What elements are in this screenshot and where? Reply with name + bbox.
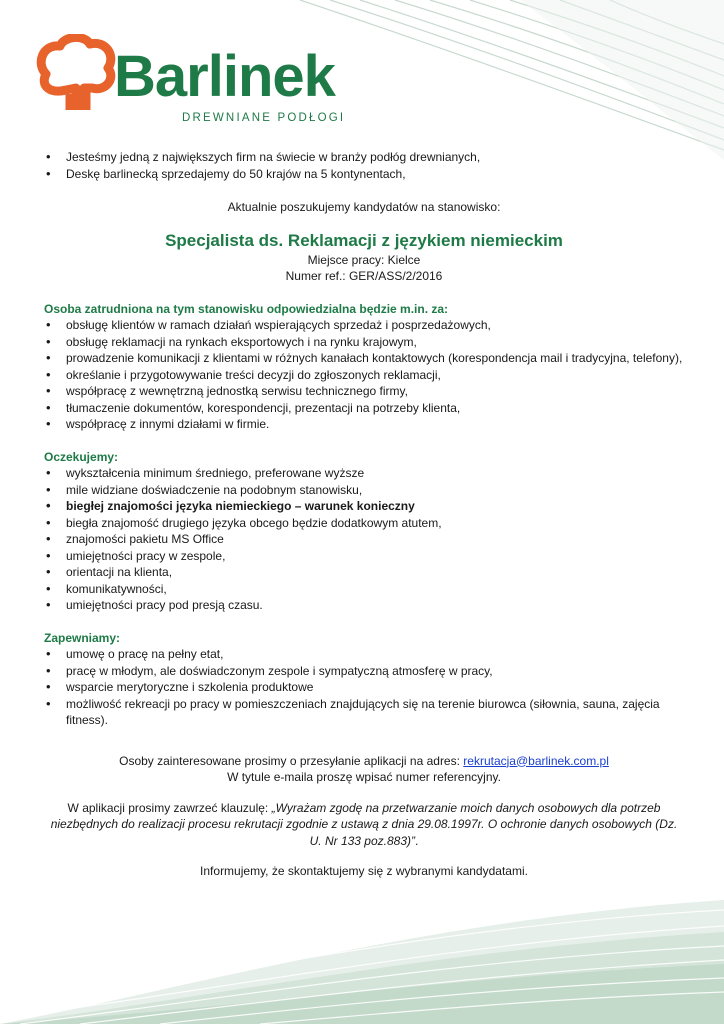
offer-list [44, 646, 684, 729]
responsibilities-list [44, 317, 684, 433]
list-item: • wsparcie merytoryczne i szkolenia produktowe [44, 679, 684, 696]
job-reference: Numer ref.: GER/ASS/2/2016 [285, 269, 443, 283]
list-item: • Jesteśmy jedną z największych firm na świecie w branży podłóg drewnianych, [44, 149, 684, 166]
tree-logo-icon [36, 34, 120, 110]
subject-note: W tytule e-maila proszę wpisać numer referencyjny. [227, 770, 501, 784]
list-item: • znajomości pakietu MS Office [44, 531, 684, 548]
apply-text: Osoby zainteresowane prosimy o przesyłanie aplikacji na adres: [119, 753, 460, 768]
list-item: • współpracę z wewnętrzną jednostką serwisu technicznego firmy, [44, 383, 684, 400]
job-title: Specjalista ds. Reklamacji z językiem niemieckim [165, 230, 563, 250]
list-item: • obsługę klientów w ramach działań wspierających sprzedaż i posprzedażowych, [44, 317, 684, 334]
requirements-title: Oczekujemy: [44, 449, 119, 464]
requirements-list [44, 465, 684, 614]
consent-clause [44, 800, 684, 850]
list-item: • pracę w młodym, ale doświadczonym zespole i sympatyczną atmosferę w pracy, [44, 663, 684, 680]
intro-list [44, 149, 684, 182]
list-item: • umiejętności pracy pod presją czasu. [44, 597, 684, 614]
list-item: • komunikatywności, [44, 581, 684, 598]
consent-text: „Wyrażam zgodę na przetwarzanie moich danych osobowych dla potrzeb niezbędnych do realizacji procesu rekrutacji zgodnie z ustawą z dnia 29.08.1997r. O ochronie danych osobowych (Dz. U. Nr 133 poz.883)” [50, 800, 678, 848]
closing-note: Informujemy, że skontaktujemy się z wybranymi kandydatami. [200, 864, 528, 878]
seeking-text: Aktualnie poszukujemy kandydatów na stanowisko: [227, 200, 501, 214]
list-item: • współpracę z innymi działami w firmie. [44, 416, 684, 433]
list-item: • umiejętności pracy w zespole, [44, 548, 684, 565]
list-item: • prowadzenie komunikacji z klientami w różnych kanałach kontaktowych (korespondencja mail i tradycyjna, telefony), [44, 350, 684, 367]
consent-end: . [415, 833, 419, 848]
barlinek-logo [36, 34, 356, 134]
apply-instructions [44, 753, 684, 770]
offer-title: Zapewniamy: [44, 630, 121, 645]
list-item: • określanie i przygotowywanie treści decyzji do zgłoszonych reklamacji, [44, 367, 684, 384]
decorative-swoosh-bottom [0, 880, 724, 1024]
job-location: Miejsce pracy: Kielce [307, 252, 421, 267]
list-item: • Deskę barlinecką sprzedajemy do 50 krajów na 5 kontynentach, [44, 166, 684, 183]
list-item: • tłumaczenie dokumentów, korespondencji, prezentacji na potrzeby klienta, [44, 400, 684, 417]
brand-tagline: DREWNIANE PODŁOGI [182, 112, 346, 124]
list-item: • mile widziane doświadczenie na podobnym stanowisku, [44, 482, 684, 499]
list-item: • obsługę reklamacji na rynkach eksportowych i na rynku krajowym, [44, 334, 684, 351]
list-item: • biegła znajomość drugiego języka obcego będzie dodatkowym atutem, [44, 515, 684, 532]
list-item: • wykształcenia minimum średniego, preferowane wyższe [44, 465, 684, 482]
consent-lead: W aplikacji prosimy zawrzeć klauzulę: [67, 800, 269, 815]
list-item: • możliwość rekreacji po pracy w pomieszczeniach znajdujących się na terenie biurowca (siłownia, sauna, zajęcia fitness). [44, 696, 684, 729]
email-link[interactable]: rekrutacja@barlinek.com.pl [463, 753, 609, 768]
list-item-required: • biegłej znajomości języka niemieckiego – warunek konieczny [44, 498, 684, 515]
list-item: • umowę o pracę na pełny etat, [44, 646, 684, 663]
list-item: • orientacji na klienta, [44, 564, 684, 581]
brand-name: Barlinek [114, 44, 335, 109]
job-offer-document [44, 149, 684, 880]
responsibilities-title: Osoba zatrudniona na tym stanowisku odpowiedzialna będzie m.in. za: [44, 301, 449, 316]
